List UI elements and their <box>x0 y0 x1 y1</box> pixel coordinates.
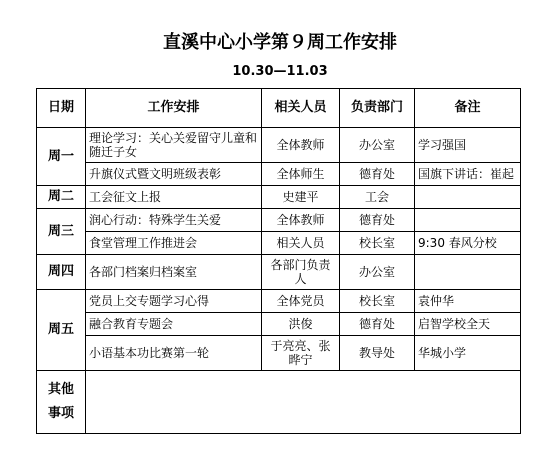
day-cell-tue: 周二 <box>37 186 86 209</box>
people-cell: 全体教师 <box>262 209 340 232</box>
people-cell: 全体党员 <box>262 290 340 313</box>
task-cell: 理论学习：关心关爱留守儿童和随迁子女 <box>86 128 262 163</box>
date-range: 10.30—11.03 <box>232 64 328 79</box>
people-cell: 洪俊 <box>262 313 340 336</box>
note-cell: 启智学校全天 <box>415 313 521 336</box>
day-cell-fri: 周五 <box>37 290 86 371</box>
note-cell <box>415 209 521 232</box>
day-cell-mon: 周一 <box>37 128 86 186</box>
header-task: 工作安排 <box>86 89 262 128</box>
table-row <box>37 232 521 255</box>
dept-cell: 德育处 <box>340 209 415 232</box>
task-cell: 润心行动：特殊学生关爱 <box>86 209 262 232</box>
task-cell: 各部门档案归档案室 <box>86 255 262 290</box>
people-cell: 史建平 <box>262 186 340 209</box>
task-cell: 升旗仪式暨文明班级表彰 <box>86 163 262 186</box>
dept-cell: 校长室 <box>340 290 415 313</box>
people-cell: 全体师生 <box>262 163 340 186</box>
note-cell: 学习强国 <box>415 128 521 163</box>
table-row <box>37 255 521 290</box>
people-cell: 相关人员 <box>262 232 340 255</box>
day-cell-wed: 周三 <box>37 209 86 255</box>
task-cell: 工会征文上报 <box>86 186 262 209</box>
dept-cell: 德育处 <box>340 163 415 186</box>
table-row <box>37 186 521 209</box>
document-title: 直溪中心小学第９周工作安排 <box>163 32 397 53</box>
header-people: 相关人员 <box>262 89 340 128</box>
note-cell: 9:30 春风分校 <box>415 232 521 255</box>
people-cell: 各部门负责人 <box>262 255 340 290</box>
table-row <box>37 336 521 371</box>
table-row <box>37 128 521 163</box>
task-cell: 党员上交专题学习心得 <box>86 290 262 313</box>
dept-cell: 工会 <box>340 186 415 209</box>
table-row <box>37 290 521 313</box>
people-cell: 全体教师 <box>262 128 340 163</box>
table-row <box>37 371 521 434</box>
note-cell: 袁仲华 <box>415 290 521 313</box>
other-label-line2: 事项 <box>47 406 74 421</box>
header-date: 日期 <box>37 89 86 128</box>
note-cell: 华城小学 <box>415 336 521 371</box>
header-dept: 负责部门 <box>340 89 415 128</box>
dept-cell: 德育处 <box>340 313 415 336</box>
table-row <box>37 209 521 232</box>
other-matters-cell <box>86 371 521 434</box>
other-label-line1: 其他 <box>47 382 74 397</box>
table-row <box>37 313 521 336</box>
dept-cell: 办公室 <box>340 128 415 163</box>
table-row <box>37 163 521 186</box>
dept-cell: 教导处 <box>340 336 415 371</box>
header-note: 备注 <box>415 89 521 128</box>
people-cell: 于亮亮、张晔宁 <box>262 336 340 371</box>
day-cell-thu: 周四 <box>37 255 86 290</box>
note-cell: 国旗下讲话：崔起 <box>415 163 521 186</box>
task-cell: 小语基本功比赛第一轮 <box>86 336 262 371</box>
header-row <box>37 89 521 128</box>
schedule-table <box>36 88 521 434</box>
day-cell-other <box>37 371 86 434</box>
note-cell <box>415 186 521 209</box>
task-cell: 食堂管理工作推进会 <box>86 232 262 255</box>
dept-cell: 办公室 <box>340 255 415 290</box>
note-cell <box>415 255 521 290</box>
dept-cell: 校长室 <box>340 232 415 255</box>
task-cell: 融合教育专题会 <box>86 313 262 336</box>
